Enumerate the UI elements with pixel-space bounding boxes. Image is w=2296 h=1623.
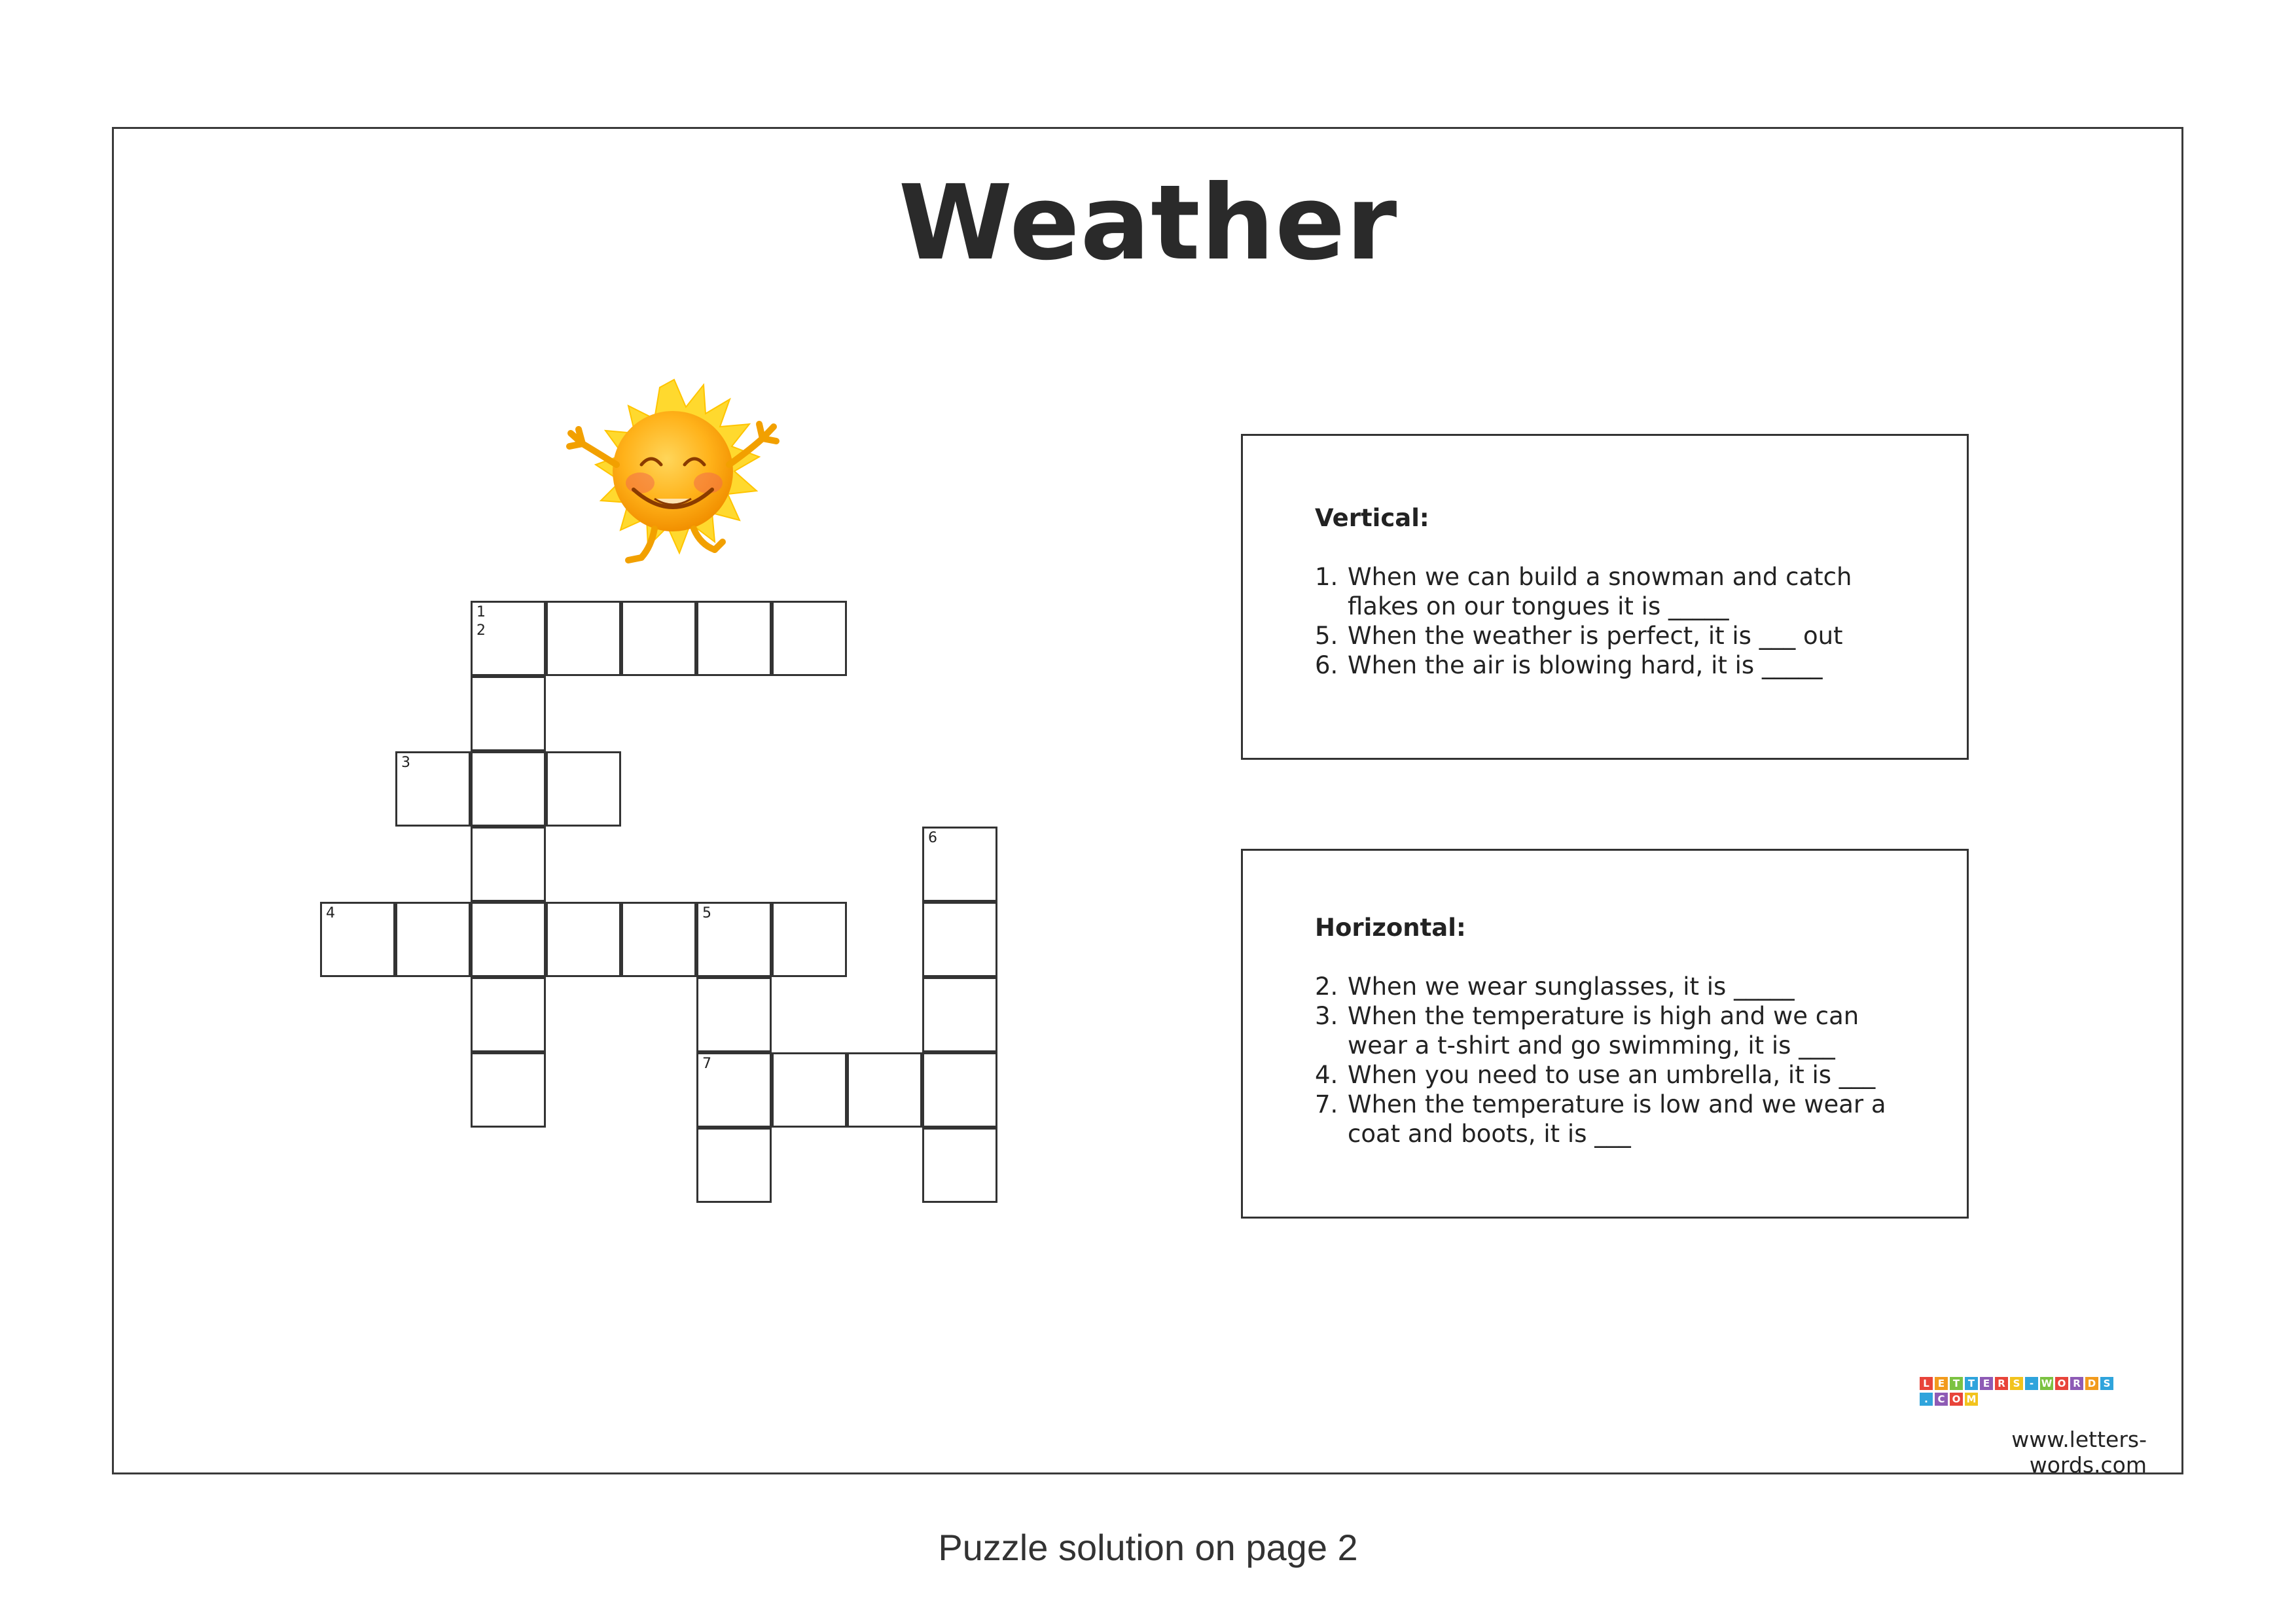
vertical-clue-list bbox=[1315, 562, 1901, 680]
crossword-cell[interactable] bbox=[696, 601, 772, 676]
clue-number: 5 bbox=[702, 905, 711, 921]
clue-number: 2 bbox=[476, 622, 486, 639]
horizontal-clue-list bbox=[1315, 972, 1901, 1149]
crossword-cell[interactable] bbox=[847, 1052, 922, 1128]
crossword-cell[interactable] bbox=[772, 601, 847, 676]
logo-letter-tile: R bbox=[1995, 1377, 2008, 1390]
clue-number: 4 bbox=[326, 905, 335, 921]
clue-item-text: When we can build a snowman and catch flakes on our tongues it is _____ bbox=[1348, 563, 1852, 620]
logo-letter-tile: E bbox=[1935, 1377, 1948, 1390]
crossword-cell[interactable] bbox=[395, 902, 471, 977]
horizontal-heading: Horizontal: bbox=[1315, 914, 1466, 942]
crossword-cell[interactable] bbox=[471, 1052, 546, 1128]
logo-letter-tile: C bbox=[1935, 1393, 1948, 1406]
crossword-cell[interactable] bbox=[922, 1128, 997, 1203]
clue-number: 6 bbox=[928, 830, 937, 846]
crossword-cell[interactable] bbox=[696, 902, 772, 977]
crossword-cell[interactable] bbox=[546, 751, 621, 827]
clue-number: 3 bbox=[401, 755, 410, 771]
logo-row-1 bbox=[1920, 1377, 2113, 1390]
clue-item-number: 7. bbox=[1315, 1090, 1338, 1118]
crossword-cell[interactable] bbox=[922, 977, 997, 1052]
clue-item-number: 3. bbox=[1315, 1002, 1338, 1030]
crossword-cell[interactable] bbox=[922, 902, 997, 977]
clue-item-number: 1. bbox=[1315, 563, 1338, 591]
crossword-cell[interactable] bbox=[922, 827, 997, 902]
clue-item-text: When the temperature is high and we can wear a t-shirt and go swimming, it is ___ bbox=[1348, 1002, 1859, 1060]
clue-item-number: 6. bbox=[1315, 651, 1338, 679]
logo-letter-tile: . bbox=[1920, 1393, 1933, 1406]
clue-item bbox=[1315, 972, 1901, 1001]
logo-letter-tile: O bbox=[1950, 1393, 1963, 1406]
logo-letter-tile: D bbox=[2085, 1377, 2098, 1390]
vertical-clues-box bbox=[1241, 434, 1969, 760]
page-title: Weather bbox=[898, 163, 1398, 283]
smiling-sun-icon bbox=[563, 373, 785, 569]
crossword-cell[interactable] bbox=[471, 601, 546, 676]
clue-item bbox=[1315, 1001, 1901, 1060]
clue-item bbox=[1315, 1060, 1901, 1090]
crossword-cell[interactable] bbox=[395, 751, 471, 827]
clue-item bbox=[1315, 562, 1901, 621]
logo-letter-tile: S bbox=[2010, 1377, 2023, 1390]
letters-words-logo bbox=[1920, 1377, 2113, 1408]
logo-letter-tile: T bbox=[1965, 1377, 1978, 1390]
crossword-cell[interactable] bbox=[471, 751, 546, 827]
clue-item-text: When the weather is perfect, it is ___ out bbox=[1348, 622, 1843, 650]
crossword-cell[interactable] bbox=[546, 902, 621, 977]
crossword-cell[interactable] bbox=[922, 1052, 997, 1128]
crossword-cell[interactable] bbox=[320, 902, 395, 977]
clue-item bbox=[1315, 621, 1901, 651]
clue-item bbox=[1315, 651, 1901, 680]
logo-letter-tile: S bbox=[2100, 1377, 2113, 1390]
crossword-cell[interactable] bbox=[621, 601, 696, 676]
solution-note: Puzzle solution on page 2 bbox=[938, 1527, 1358, 1568]
crossword-cell[interactable] bbox=[696, 977, 772, 1052]
logo-letter-tile: M bbox=[1965, 1393, 1978, 1406]
clue-item-text: When the temperature is low and we wear a coat and boots, it is ___ bbox=[1348, 1090, 1886, 1148]
crossword-cell[interactable] bbox=[696, 1052, 772, 1128]
crossword-cell[interactable] bbox=[546, 601, 621, 676]
crossword-cell[interactable] bbox=[772, 1052, 847, 1128]
logo-letter-tile: - bbox=[2025, 1377, 2038, 1390]
logo-letter-tile: W bbox=[2041, 1378, 2053, 1389]
crossword-cell[interactable] bbox=[621, 902, 696, 977]
crossword-cell[interactable] bbox=[471, 827, 546, 902]
logo-letter-tile: R bbox=[2070, 1377, 2083, 1390]
clue-item-number: 2. bbox=[1315, 972, 1338, 1001]
crossword-cell[interactable] bbox=[772, 902, 847, 977]
clue-item bbox=[1315, 1090, 1901, 1149]
clue-item-text: When we wear sunglasses, it is _____ bbox=[1348, 972, 1795, 1001]
site-url[interactable]: www.letters-words.com bbox=[2011, 1427, 2147, 1478]
clue-item-text: When you need to use an umbrella, it is ___ bbox=[1348, 1061, 1876, 1089]
crossword-cell[interactable] bbox=[471, 977, 546, 1052]
crossword-cell[interactable] bbox=[696, 1128, 772, 1203]
logo-letter-tile: T bbox=[1950, 1377, 1963, 1390]
logo-row-2 bbox=[1920, 1393, 2113, 1406]
logo-letter-tile: L bbox=[1920, 1377, 1933, 1390]
logo-letter-tile: O bbox=[2055, 1377, 2068, 1390]
clue-number: 7 bbox=[702, 1056, 711, 1072]
logo-letter-tile: E bbox=[1980, 1377, 1993, 1390]
clue-item-number: 5. bbox=[1315, 622, 1338, 650]
crossword-cell[interactable] bbox=[471, 902, 546, 977]
crossword-cell[interactable] bbox=[471, 676, 546, 751]
clue-item-text: When the air is blowing hard, it is _____ bbox=[1348, 651, 1823, 679]
clue-number: 1 bbox=[476, 604, 486, 620]
clue-item-number: 4. bbox=[1315, 1061, 1338, 1089]
vertical-heading: Vertical: bbox=[1315, 504, 1429, 532]
horizontal-clues-box bbox=[1241, 849, 1969, 1219]
